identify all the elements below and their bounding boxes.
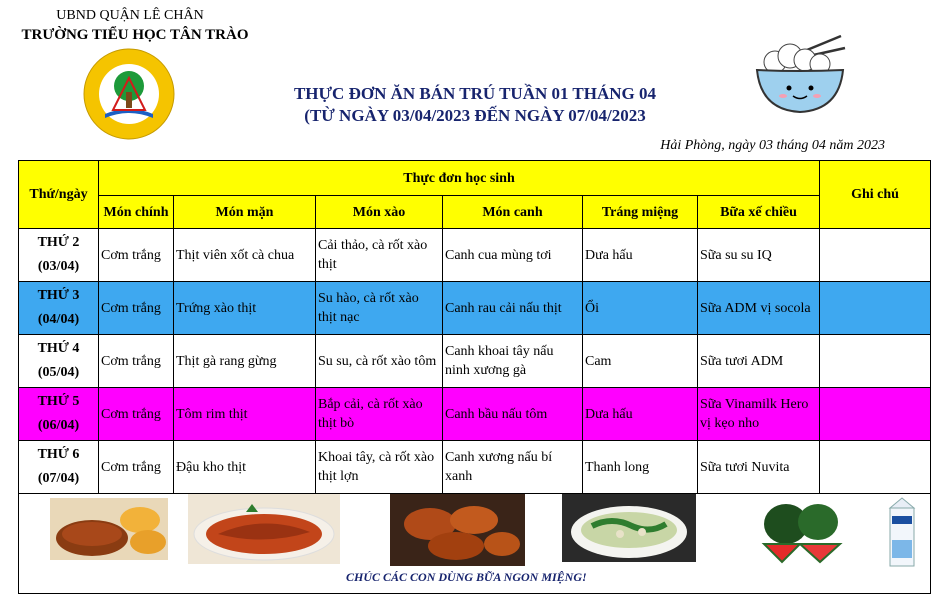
- table-row: [19, 441, 931, 494]
- salty-dish-cell: Thịt gà rang gừng: [174, 335, 316, 388]
- soup-cell: Canh bầu nấu tôm: [443, 388, 583, 441]
- salty-dish-cell: Thịt viên xốt cà chua: [174, 229, 316, 282]
- day-label: THỨ 6: [37, 447, 80, 462]
- salty-dish-cell: Đậu kho thịt: [174, 441, 316, 494]
- group-header-student-menu: Thực đơn học sinh: [99, 161, 820, 196]
- col-header-note: Ghi chú: [820, 161, 931, 229]
- main-dish-cell: Cơm trắng: [99, 388, 174, 441]
- day-date: (07/04): [37, 471, 80, 486]
- note-cell: [820, 229, 931, 282]
- dessert-cell: Dưa hấu: [583, 229, 698, 282]
- col-header-day: Thứ/ngày: [19, 161, 99, 229]
- day-date: (05/04): [37, 365, 80, 380]
- col-header-afternoon-snack: Bữa xế chiều: [698, 196, 820, 229]
- salty-dish-cell: Tôm rim thịt: [174, 388, 316, 441]
- main-dish-cell: Cơm trắng: [99, 441, 174, 494]
- stir-fry-cell: Khoai tây, cà rốt xào thịt lợn: [316, 441, 443, 494]
- day-cell: [19, 282, 99, 335]
- stir-fry-cell: Bắp cải, cà rốt xào thịt bò: [316, 388, 443, 441]
- dessert-cell: Cam: [583, 335, 698, 388]
- main-dish-cell: Cơm trắng: [99, 229, 174, 282]
- school-name: TRƯỜNG TIỂU HỌC TÂN TRÀO: [21, 27, 249, 43]
- day-date: (04/04): [37, 312, 80, 327]
- note-cell: [820, 282, 931, 335]
- table-row: [19, 388, 931, 441]
- dessert-cell: Ổi: [583, 282, 698, 335]
- day-date: (06/04): [37, 418, 80, 433]
- milk-carton-photo: [884, 496, 920, 568]
- stir-fry-cell: Su su, cà rốt xào tôm: [316, 335, 443, 388]
- snack-cell: Sữa tươi Nuvita: [698, 441, 820, 494]
- day-label: THỨ 5: [37, 394, 80, 409]
- salty-dish-cell: Trứng xào thịt: [174, 282, 316, 335]
- menu-date-range: (TỪ NGÀY 03/04/2023 ĐẾN NGÀY 07/04/2023: [304, 106, 646, 125]
- school-logo: [83, 48, 175, 140]
- note-cell: [820, 441, 931, 494]
- bread-and-stew-photo: [50, 498, 168, 560]
- district-name: UBND QUẬN LÊ CHÂN: [56, 8, 204, 23]
- day-cell: [19, 335, 99, 388]
- col-header-stir-fry: Món xào: [316, 196, 443, 229]
- soup-cell: Canh xương nấu bí xanh: [443, 441, 583, 494]
- col-header-dessert: Tráng miệng: [583, 196, 698, 229]
- day-label: THỨ 2: [37, 235, 80, 250]
- stir-fry-cell: Su hào, cà rốt xào thịt nạc: [316, 282, 443, 335]
- snack-cell: Sữa tươi ADM: [698, 335, 820, 388]
- watermelon-photo: [756, 500, 844, 564]
- note-cell: [820, 388, 931, 441]
- col-header-soup: Món canh: [443, 196, 583, 229]
- day-cell: [19, 229, 99, 282]
- snack-cell: Sữa ADM vị socola: [698, 282, 820, 335]
- table-row: [19, 335, 931, 388]
- table-row: [19, 282, 931, 335]
- table-row: [19, 229, 931, 282]
- note-cell: [820, 335, 931, 388]
- footer-greeting: CHÚC CÁC CON DÙNG BỮA NGON MIỆNG!: [346, 570, 587, 584]
- day-cell: [19, 441, 99, 494]
- col-header-salty: Món mặn: [174, 196, 316, 229]
- day-label: THỨ 4: [37, 341, 80, 356]
- menu-title: THỰC ĐƠN ĂN BÁN TRÚ TUẦN 01 THÁNG 04: [293, 84, 657, 103]
- soup-cell: Canh rau cải nấu thịt: [443, 282, 583, 335]
- dessert-cell: Dưa hấu: [583, 388, 698, 441]
- dessert-cell: Thanh long: [583, 441, 698, 494]
- col-header-main: Món chính: [99, 196, 174, 229]
- rice-bowl-icon: [745, 30, 855, 120]
- snack-cell: Sữa Vinamilk Hero vị kẹo nho: [698, 388, 820, 441]
- stir-fry-cell: Cải thảo, cà rốt xào thịt: [316, 229, 443, 282]
- main-dish-cell: Cơm trắng: [99, 335, 174, 388]
- day-label: THỨ 3: [37, 288, 80, 303]
- braised-fish-photo: [188, 494, 340, 564]
- date-line: Hải Phòng, ngày 03 tháng 04 năm 2023: [660, 138, 885, 153]
- soup-cell: Canh khoai tây nấu ninh xương gà: [443, 335, 583, 388]
- day-date: (03/04): [37, 259, 80, 274]
- glazed-chicken-photo: [390, 494, 525, 566]
- vegetable-soup-photo: [562, 494, 696, 562]
- main-dish-cell: Cơm trắng: [99, 282, 174, 335]
- snack-cell: Sữa su su IQ: [698, 229, 820, 282]
- day-cell: [19, 388, 99, 441]
- soup-cell: Canh cua mùng tơi: [443, 229, 583, 282]
